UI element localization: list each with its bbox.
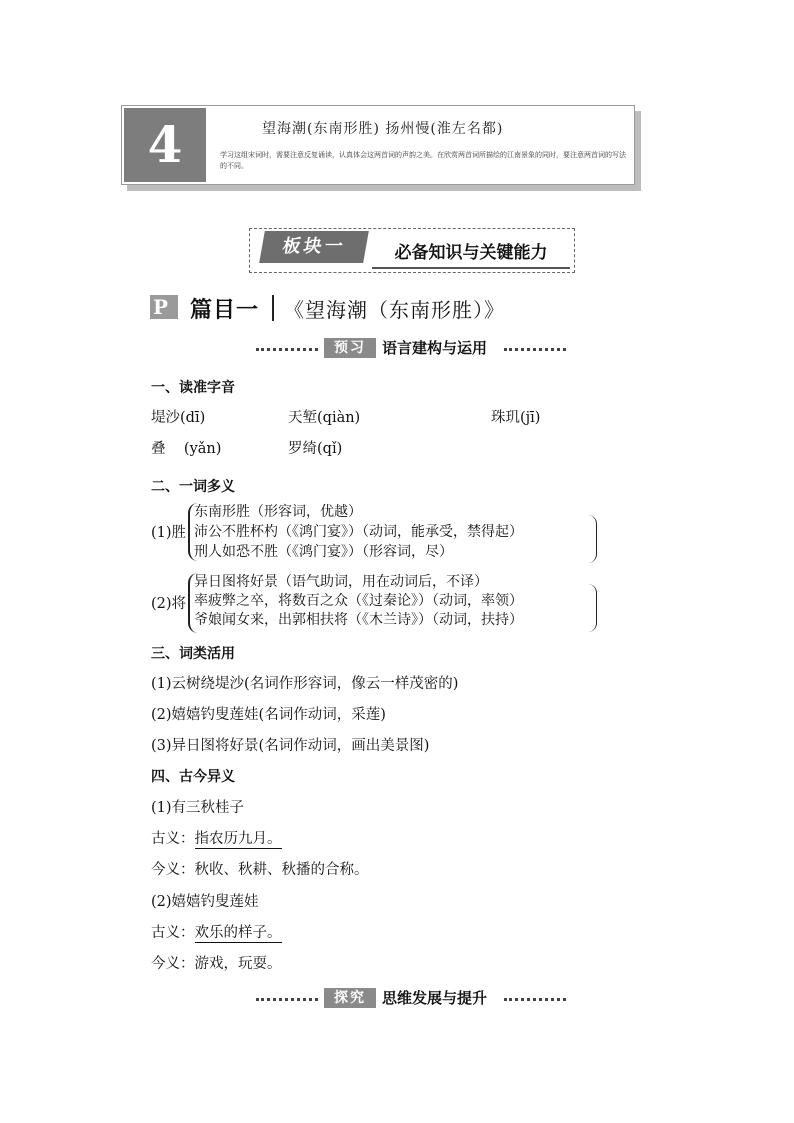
right-brace [588, 584, 597, 632]
lesson-header [121, 105, 643, 191]
meaning-title: (1)有三秋桂子 [151, 800, 245, 816]
preview-text: 语言建构与运用 [382, 339, 488, 357]
banner-tag: 板块一 [259, 231, 369, 263]
sec3-heading: 三、词类活用 [151, 646, 235, 662]
part-divider [272, 295, 274, 321]
old-label: 古义： [151, 831, 195, 847]
part-label: 篇目一 [190, 297, 260, 323]
poly-line: 刑人如恐不胜（《鸿门宴》）（形容词，尽） [194, 544, 453, 560]
old-label: 古义： [151, 925, 195, 941]
poly-line: 爷娘闻女来，出郭相扶将（《木兰诗》）（动词，扶持） [194, 612, 523, 628]
sec4-heading: 四、古今异义 [151, 769, 235, 785]
right-brace [588, 515, 597, 563]
dots-left [256, 998, 318, 1001]
section-banner [249, 228, 575, 273]
lesson-number: 4 [124, 108, 206, 182]
pron-item: 叠 (yǎn) [151, 441, 222, 457]
poly-label-1: (1)胜 [151, 525, 187, 541]
explore-tag: 探究 [324, 988, 376, 1008]
usage-item: (3)异日图将好景(名词作动词，画出美景图) [151, 738, 430, 754]
dots-right [504, 348, 566, 351]
dots-left [256, 348, 318, 351]
pron-item: 罗绮(qǐ) [288, 441, 343, 457]
header-panel [121, 105, 635, 185]
poly-line: 率疲弊之卒，将数百之众（《过秦论》）（动词，率领） [194, 593, 523, 609]
sec2-heading: 二、一词多义 [151, 479, 235, 495]
new-meaning: 今义：游戏，玩耍。 [151, 956, 282, 972]
lesson-note: 学习这组宋词时，需要注意反复诵读，认真体会这两首词的声韵之美。在欣赏两首词所描绘的江南景象的同时，要注意两首词的写法的不同。 [220, 151, 626, 170]
preview-header [256, 338, 566, 360]
usage-item: (1)云树绕堤沙(名词作形容词，像云一样茂密的) [151, 676, 459, 692]
preview-tag: 预习 [324, 338, 376, 358]
part-heading [150, 291, 570, 325]
part-letter-icon: P [150, 295, 178, 319]
explore-header [256, 988, 566, 1010]
old-meaning [151, 827, 282, 848]
old-meaning [151, 921, 282, 942]
poly-line: 沛公不胜杯杓（《鸿门宴》）（动词，能承受，禁得起） [194, 524, 523, 540]
poly-line: 异日图将好景（语气助词，用在动词后，不译） [194, 574, 488, 590]
part-title: 《望海潮（东南形胜）》 [284, 298, 505, 322]
sec1-heading: 一、读准字音 [151, 380, 235, 396]
pron-item: 堤沙(dī) [151, 410, 206, 426]
lesson-title: 望海潮(东南形胜) 扬州慢(淮左名都) [262, 121, 504, 137]
pron-item: 天堑(qiàn) [288, 410, 361, 426]
meaning-title: (2)嬉嬉钓叟莲娃 [151, 894, 259, 910]
pron-item: 珠玑(jī) [491, 410, 541, 426]
old-answer: 欢乐的样子。 [194, 925, 282, 941]
dots-right [504, 998, 566, 1001]
poly-label-2: (2)将 [151, 596, 187, 612]
explore-text: 思维发展与提升 [382, 989, 488, 1007]
banner-title: 必备知识与关键能力 [372, 239, 570, 269]
usage-item: (2)嬉嬉钓叟莲娃(名词作动词，采莲) [151, 707, 386, 723]
new-meaning: 今义：秋收、秋耕、秋播的合称。 [151, 862, 369, 878]
old-answer: 指农历九月。 [194, 831, 282, 847]
poly-line: 东南形胜（形容词，优越） [194, 504, 362, 520]
